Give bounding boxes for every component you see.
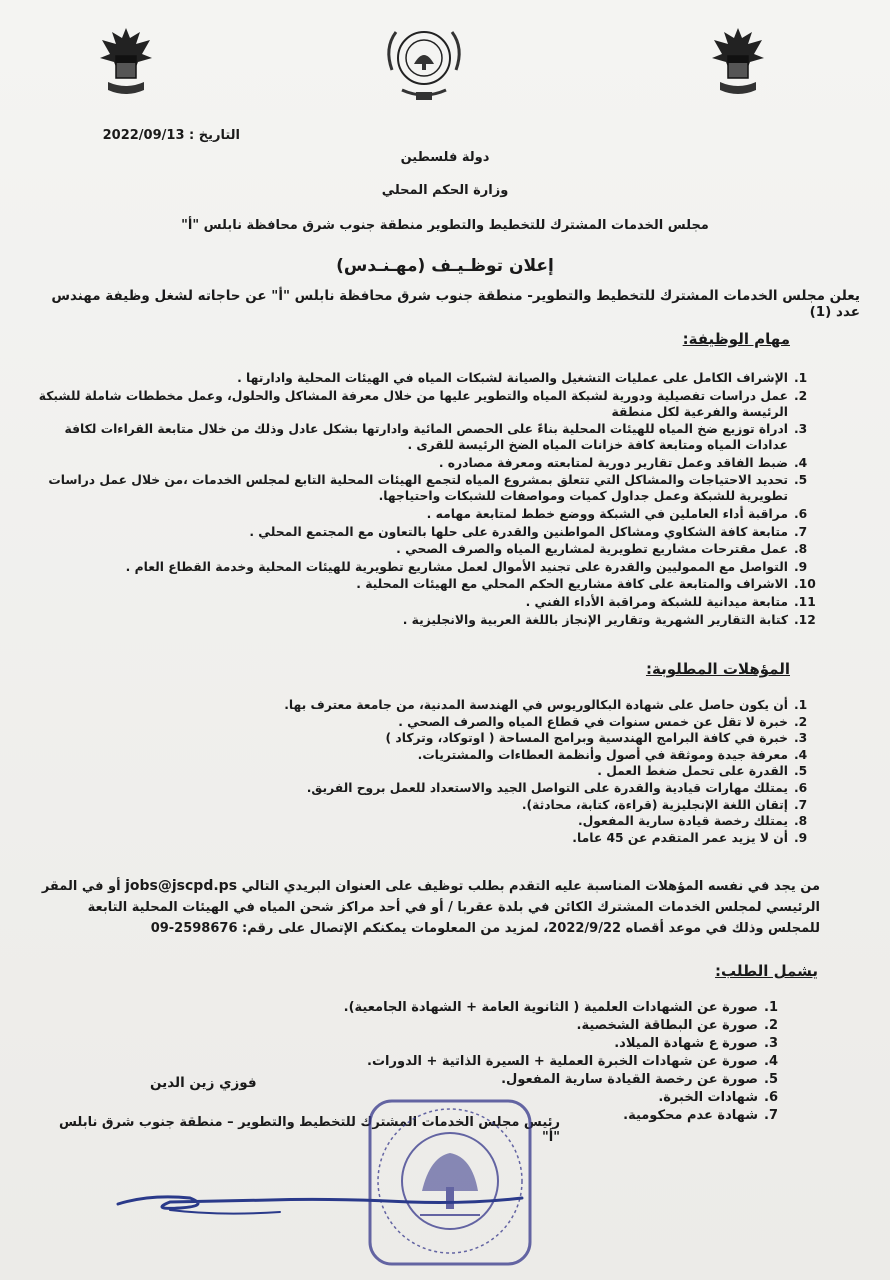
item-text: الاشراف والمتابعة على كافة مشاريع الحكم المحلي مع الهيئات المحلية . — [356, 577, 788, 592]
list-item — [200, 1018, 800, 1034]
item-text: صورة ع شهادة الميلاد. — [614, 1036, 758, 1051]
list-item — [30, 472, 830, 504]
item-number: 8. — [794, 814, 808, 829]
item-number: 7. — [764, 1108, 778, 1123]
item-text: إتقان اللغة الإنجليزية (قراءة، كتابة، محادثة). — [521, 797, 788, 812]
list-item — [150, 813, 830, 829]
email-address: jobs@jscpd.ps — [125, 878, 238, 894]
state-name: دولة فلسطين — [400, 150, 490, 165]
item-text: صورة عن رخصة القيادة سارية المفعول. — [501, 1072, 758, 1087]
list-item — [150, 797, 830, 813]
item-text: يمتلك رخصة قيادة سارية المفعول. — [577, 814, 788, 829]
announcement-intro: يعلن مجلس الخدمات المشترك للتخطيط والتطوير- منطقة جنوب شرق محافظة نابلس "أ" عن حاجاته لشغل وظيفة مهندس عدد (1) — [51, 288, 860, 320]
item-number: 2. — [794, 714, 808, 729]
item-text: الإشراف الكامل على عمليات التشغيل والصيانة لشبكات المياه في الهيئات المحلية وادارتها . — [237, 371, 788, 385]
item-number: 9. — [794, 559, 808, 574]
item-number: 11. — [794, 594, 816, 609]
list-item — [30, 576, 830, 592]
item-text: مراقبة أداء العاملين في الشبكة ووضع خطط لمتابعة مهامه . — [426, 506, 788, 521]
list-item — [150, 780, 830, 796]
item-text: صورة عن الشهادات العلمية ( الثانوية العامة + الشهادة الجامعية). — [343, 1000, 758, 1015]
item-number: 4. — [794, 747, 808, 762]
list-item — [30, 506, 830, 522]
item-number: 1. — [794, 371, 808, 385]
item-number: 2. — [794, 388, 808, 403]
item-number: 10. — [794, 577, 816, 592]
item-text: متابعة ميدانية للشبكة ومراقبة الأداء الفني . — [525, 594, 788, 609]
item-number: 3. — [794, 422, 808, 437]
item-number: 1. — [794, 698, 808, 712]
list-item — [150, 747, 830, 763]
item-number: 5. — [764, 1072, 778, 1087]
item-number: 6. — [764, 1090, 778, 1105]
item-number: 5. — [794, 473, 808, 488]
item-text: أن يكون حاصل على شهادة البكالوريوس في الهندسة المدنية، من جامعة معترف بها. — [284, 698, 788, 712]
item-text: عمل دراسات تفصيلية ودورية لشبكة المياه والتطوير عليها من خلال معرفة المشاكل والحلول، وعمل مخططات شاملة للشبكة الرئيسة والفرعية لكل منطقة — [38, 388, 788, 419]
item-number: 8. — [794, 542, 808, 557]
item-text: خبرة في كافة البرامج الهندسية وبرامج المساحة ( اوتوكاد، وتركاد ) — [385, 731, 788, 746]
ministry-name: وزارة الحكم المحلي — [381, 183, 509, 198]
item-number: 4. — [794, 455, 808, 470]
item-number: 6. — [794, 506, 808, 521]
item-text: معرفة جيدة وموثقة في أصول وأنظمة العطاءات والمشتريات. — [417, 747, 788, 762]
requirements-heading: يشمل الطلب: — [715, 962, 818, 980]
eagle-emblem-left-icon — [94, 24, 158, 104]
item-text: شهادة عدم محكومية. — [623, 1108, 758, 1123]
item-number: 12. — [794, 612, 816, 627]
list-item — [200, 1036, 800, 1052]
document-date: التاريخ : 2022/09/13 — [102, 128, 240, 143]
item-text: التواصل مع المموليين والقدرة على تجنيد الأموال لعمل مشاريع تطويرية للهيئات المحلية وخدمة القطاع العام . — [125, 559, 788, 574]
list-item — [30, 370, 830, 386]
qualifications-list — [150, 697, 830, 846]
list-item — [200, 1000, 800, 1016]
item-text: ادراة توزيع ضخ المياه للهيئات المحلية بناءً على الحصص المائية وادارتها بشكل عادل وذلك من خلال متابعة القراءات لكافة عدادات المياه ومتابعة كافة خزانات المياه الضخ الرئيسة للقرى . — [64, 422, 788, 453]
item-number: 7. — [794, 524, 808, 539]
item-number: 1. — [764, 1000, 778, 1015]
item-number: 6. — [794, 780, 808, 795]
list-item — [150, 697, 830, 713]
list-item — [30, 559, 830, 575]
item-number: 5. — [794, 764, 808, 779]
list-item — [150, 714, 830, 730]
item-text: عمل مقترحات مشاريع تطويرية لمشاريع المياه والصرف الصحي . — [396, 542, 788, 557]
signer-name: فوزي زين الدين — [150, 1075, 257, 1091]
qualifications-heading: المؤهلات المطلوبة: — [645, 660, 790, 678]
list-item — [150, 763, 830, 779]
signer-title: رئيس مجلس الخدمات المشترك للتخطيط والتطوير – منطقة جنوب شرق نابلس "أ" — [59, 1115, 560, 1145]
item-text: خبرة لا تقل عن خمس سنوات في قطاع المياه والصرف الصحي . — [398, 714, 788, 729]
item-text: ضبط الفاقد وعمل تقارير دورية لمتابعته ومعرفة مصادره . — [438, 455, 788, 470]
list-item — [200, 1072, 800, 1088]
list-item — [30, 612, 830, 628]
list-item — [30, 594, 830, 610]
item-number: 9. — [794, 830, 808, 845]
application-text-1: من يجد في نفسه المؤهلات المناسبة عليه التقدم بطلب توظيف على العنوان البريدي التالي — [241, 879, 820, 894]
duties-list — [30, 370, 830, 629]
item-text: صورة عن شهادات الخبرة العملية + السيرة الذاتية + الدورات. — [367, 1054, 758, 1069]
item-text: كتابة التقارير الشهرية وتقارير الإنجاز باللغة العربية والانجليزية . — [402, 612, 788, 627]
item-text: تحديد الاحتياجات والمشاكل التي تتعلق بمشروع المياه لتجمع الهيئات المحلية التابع لمجلس الخدمات ،من خلال عمل دراسات تطويرية للشبكة وعمل جداول كميات ومواصفات للشبكات واحتياجها. — [48, 473, 788, 504]
application-text-2: أو في المقر الرئيسي لمجلس الخدمات المشترك الكائن في بلدة عقربا / أو في أحد مراكز شحن المياه في الهيئات المحلية التابعة للمجلس وذلك في موعد أقصاه 2022/9/22، لمزيد من المعلومات يمكنكم الإتصال على رقم: — [41, 879, 820, 936]
handwritten-signature-icon — [110, 1180, 530, 1220]
list-item — [30, 455, 830, 471]
item-text: القدرة على تحمل ضغط العمل . — [597, 764, 788, 779]
item-text: متابعة كافة الشكاوي ومشاكل المواطنين والقدرة على حلها بالتعاون مع المجتمع المحلي . — [249, 524, 788, 539]
council-seal-icon — [376, 18, 472, 106]
item-number: 3. — [794, 731, 808, 746]
list-item — [200, 1054, 800, 1070]
council-name: مجلس الخدمات المشترك للتخطيط والتطوير منطقة جنوب شرق محافظة نابلس "أ" — [181, 218, 709, 233]
item-number: 3. — [764, 1036, 778, 1051]
list-item — [150, 730, 830, 746]
item-text: أن لا يزيد عمر المتقدم عن 45 عاما. — [572, 830, 788, 845]
item-number: 2. — [764, 1018, 778, 1033]
list-item — [30, 524, 830, 540]
eagle-emblem-right-icon — [706, 24, 770, 104]
announcement-title: إعلان توظـيـف (مهـنـدس) — [336, 256, 554, 276]
item-number: 4. — [764, 1054, 778, 1069]
duties-heading: مهام الوظيفة: — [682, 330, 790, 348]
list-item — [30, 388, 830, 420]
item-text: يمتلك مهارات قيادية والقدرة على التواصل الجيد والاستعداد للعمل بروح الفريق. — [306, 780, 788, 795]
item-text: شهادات الخبرة. — [658, 1090, 758, 1105]
application-instructions — [36, 876, 820, 939]
list-item — [30, 541, 830, 557]
list-item — [150, 830, 830, 846]
list-item — [30, 421, 830, 453]
item-text: صورة عن البطاقة الشخصية. — [576, 1018, 758, 1033]
item-number: 7. — [794, 797, 808, 812]
phone-number: 09-2598676 — [150, 921, 238, 936]
